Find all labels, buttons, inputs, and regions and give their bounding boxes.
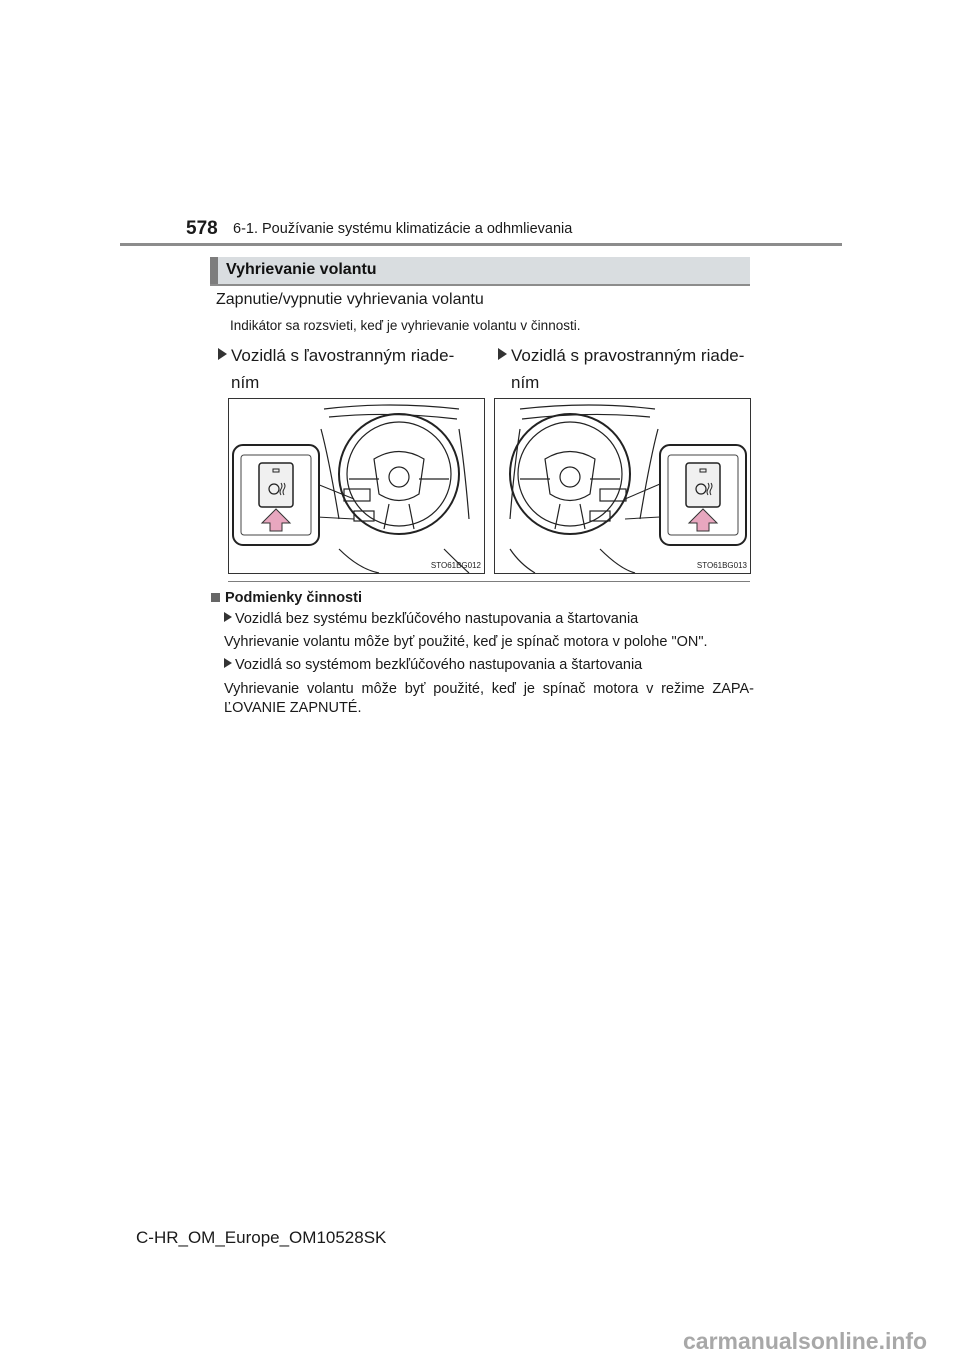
column-heading-right xyxy=(498,342,760,396)
section-bar-accent xyxy=(210,257,218,284)
section-bottom-rule xyxy=(228,581,750,582)
illustration-left xyxy=(228,398,485,574)
condition-bullet-2 xyxy=(224,657,642,673)
page-number: 578 xyxy=(186,218,218,239)
running-head: 6-1. Používanie systému klimatizácie a odhmlievania xyxy=(233,221,573,237)
sub-text: Indikátor sa rozsvieti, keď je vyhrievanie volantu v činnosti. xyxy=(230,318,581,333)
watermark: carmanualsonline.info xyxy=(683,1328,928,1354)
condition-bullet-2-text: Vozidlá so systémom bezkľúčového nastupovania a štartovania xyxy=(235,657,643,673)
column-heading-left-line1: Vozidlá s ľavostranným riade- xyxy=(231,346,455,365)
condition-bullet-1-text: Vozidlá bez systému bezkľúčového nastupovania a štartovania xyxy=(235,611,639,627)
column-heading-left-line2: ním xyxy=(231,373,260,392)
square-bullet-icon xyxy=(211,593,220,602)
footer-doc-id: C-HR_OM_Europe_OM10528SK xyxy=(136,1228,387,1247)
illustration-right xyxy=(494,398,751,574)
illustration-code-right: STO61BG013 xyxy=(696,561,747,570)
column-heading-left xyxy=(218,342,480,396)
main-text: Zapnutie/vypnutie vyhrievania volantu xyxy=(216,291,484,308)
conditions-heading xyxy=(211,590,362,606)
triangle-bullet-icon xyxy=(224,612,232,622)
triangle-bullet-icon xyxy=(498,348,507,360)
condition-paragraph-1: Vyhrievanie volantu môže byť použité, keď je spínač motora v polohe "ON". xyxy=(224,634,708,650)
conditions-heading-text: Podmienky činnosti xyxy=(225,590,362,606)
steering-wheel-rhd-illustration xyxy=(495,399,750,573)
condition-paragraph-2: Vyhrievanie volantu môže byť použité, keď je spínač motora v režime ZAPA-ĽOVANIE ZAPNUTÉ. xyxy=(224,681,754,716)
column-heading-right-line1: Vozidlá s pravostranným riade- xyxy=(511,346,745,365)
steering-wheel-lhd-illustration xyxy=(229,399,484,573)
column-heading-right-line2: ním xyxy=(511,373,540,392)
illustration-code-left: STO61BG012 xyxy=(430,561,481,570)
section-bar xyxy=(210,257,750,286)
header-rule xyxy=(120,243,842,246)
section-title: Vyhrievanie volantu xyxy=(226,261,377,278)
triangle-bullet-icon xyxy=(224,658,232,668)
condition-bullet-1 xyxy=(224,611,638,627)
triangle-bullet-icon xyxy=(218,348,227,360)
